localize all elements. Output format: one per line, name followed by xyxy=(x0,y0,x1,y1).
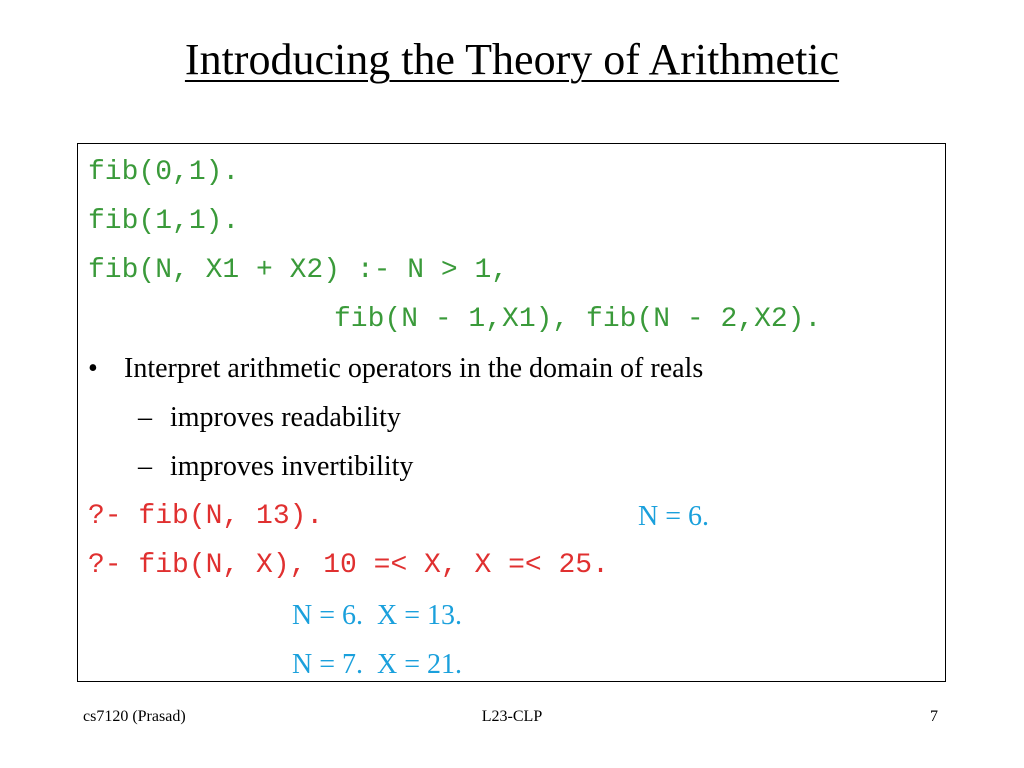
query-1-answer: N = 6. xyxy=(638,501,710,532)
answer-line-2: N = 7. X = 21. xyxy=(292,649,463,680)
footer-left: cs7120 (Prasad) xyxy=(83,708,186,725)
footer-center: L23-CLP xyxy=(481,708,543,725)
code-line-3: fib(N, X1 + X2) :- N > 1, xyxy=(88,255,509,286)
code-line-2: fib(1,1). xyxy=(88,206,240,237)
bullet-text: Interpret arithmetic operators in the domain of reals xyxy=(124,353,704,384)
footer-page-number: 7 xyxy=(930,708,938,725)
bullet-marker: • xyxy=(88,353,98,384)
code-line-1: fib(0,1). xyxy=(88,157,240,188)
answer-line-1: N = 6. X = 13. xyxy=(292,600,463,631)
query-1: ?- fib(N, 13). xyxy=(88,501,324,532)
slide-title xyxy=(0,30,1024,90)
sub-bullet-marker-2: – xyxy=(138,451,152,482)
query-2: ?- fib(N, X), 10 =< X, X =< 25. xyxy=(88,550,609,581)
sub-bullet-text-1: improves readability xyxy=(170,402,401,433)
slide-title-text: Introducing the Theory of Arithmetic xyxy=(184,35,840,84)
code-line-4: fib(N - 1,X1), fib(N - 2,X2). xyxy=(334,304,822,335)
sub-bullet-marker-1: – xyxy=(138,402,152,433)
sub-bullet-text-2: improves invertibility xyxy=(170,451,414,482)
